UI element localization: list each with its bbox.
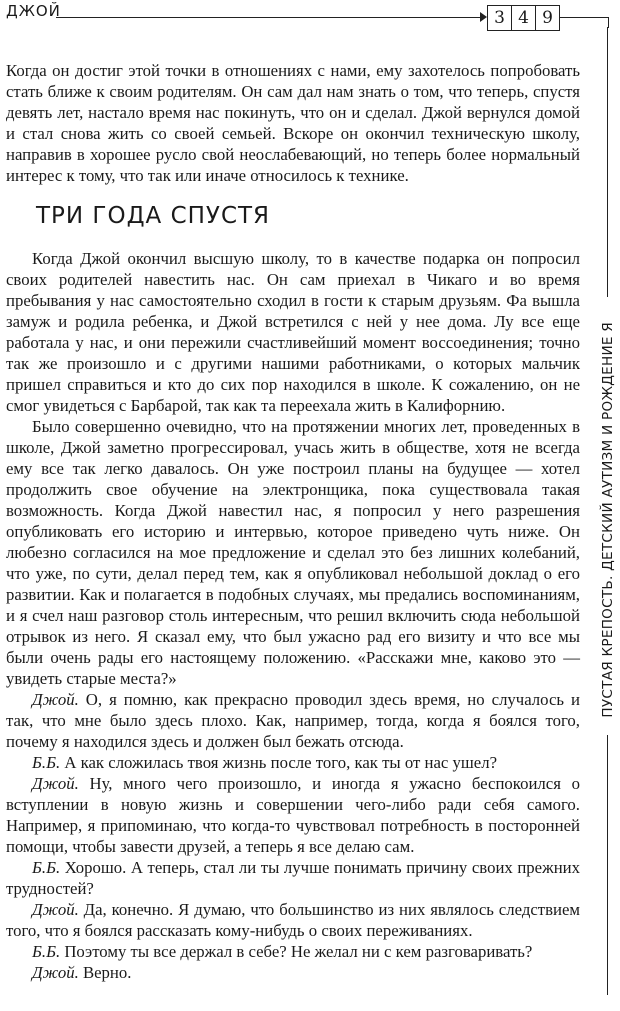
- dialogue-text: Хорошо. А теперь, стал ли ты лучше понимать причину своих прежних трудностей?: [6, 858, 580, 898]
- body-paragraph: Когда Джой окончил высшую школу, то в качестве подарка он попросил своих родителей навестить нас. Он сам приехал в Чикаго и во время пребывания у нас самостоятельно сходил в гости к старым друзьям. Фа вышла замуж и родила ребенка, и Джой встретился с ней у нее дома. Лу все еще работала у нас, и они пережили счастливейший момент воссоединения; точно так же произошло и с другими нашими работниками, о которых мальчик пришел справиться и кто до сих пор находился в школе. К сожалению, он не смог увидеться с Барбарой, так как та переехала жить в Калифорнию.: [6, 249, 580, 415]
- intro-paragraph: Когда он достиг этой точки в отношениях с нами, ему захотелось попробовать стать ближе к своим родителям. Он сам дал нам знать о том, что теперь, спустя девять лет, настало время нас покинуть, что он и сделал. Джой вернулся домой и стал снова жить со своей семьей. Вскоре он окончил техническую школу, направив в хорошее русло свой неослабевающий, но теперь более нормальный интерес к тому, что так или иначе относилось к технике.: [6, 61, 580, 185]
- page-number: [488, 5, 560, 31]
- page-body: [6, 60, 580, 983]
- header-rule: [56, 17, 484, 18]
- speaker-label: Джой.: [32, 774, 79, 793]
- side-rule: [607, 27, 608, 297]
- dialogue-line: [6, 941, 580, 962]
- header-rule-corner: [582, 17, 609, 28]
- side-book-title: [594, 311, 620, 729]
- page-digit: 3: [487, 5, 512, 31]
- speaker-label: Б.Б.: [32, 753, 61, 772]
- side-book-title-text: ПУСТАЯ КРЕПОСТЬ. ДЕТСКИЙ АУТИЗМ И РОЖДЕНИЕ Я: [600, 322, 616, 718]
- dialogue-line: [6, 773, 580, 857]
- body-paragraph: Было совершенно очевидно, что на протяжении многих лет, проведенных в школе, Джой заметно прогрессировал, учась жить в обществе, хотя не всегда ему все так легко давалось. Он уже построил планы на будущее — хотел продолжить свое обучение на электронщика, пока существовала такая возможность. Когда Джой навестил нас, я попросил у него разрешения опубликовать его историю и интервью, которое приведено чуть ниже. Он любезно согласился на мое предложение и сделал это без лишних колебаний, что уже, по сути, делал перед тем, как я опубликовал небольшой доклад о его развитии. Как и полагается в подобных случаях, мы предались воспоминаниям, и я счел наш разговор столь интересным, что решил включить сюда небольшой отрывок из него. Я сказал ему, что был ужасно рад его визиту и что все мы были очень рады его настоящему положению. «Расскажи мне, каково это — увидеть старые места?»: [6, 417, 580, 688]
- dialogue-text: Да, конечно. Я думаю, что большинство из них являлось следствием того, что я боялся рассказать кому-нибудь о своих переживаниях.: [6, 900, 580, 940]
- dialogue-text: О, я помню, как прекрасно проводил здесь время, но случалось и так, что мне было здесь плохо. Как, например, тогда, когда я боялся того, почему я находился здесь и должен был бежать отсюда.: [6, 690, 581, 751]
- running-head-title: ДЖОЙ: [6, 2, 61, 20]
- speaker-label: Джой.: [32, 900, 79, 919]
- section-heading: ТРИ ГОДА СПУСТЯ: [36, 203, 271, 229]
- side-rule: [607, 735, 608, 995]
- page-digit: 4: [511, 5, 536, 31]
- header-arrow-icon: [480, 12, 487, 22]
- dialogue-text: А как сложилась твоя жизнь после того, как ты от нас ушел?: [64, 753, 498, 772]
- dialogue-line: [6, 962, 580, 983]
- speaker-label: Б.Б.: [32, 858, 61, 877]
- speaker-label: Джой.: [32, 690, 79, 709]
- speaker-label: Б.Б.: [32, 942, 61, 961]
- header-rule-right: [560, 17, 582, 18]
- dialogue-line: [6, 752, 580, 773]
- dialogue-line: [6, 689, 580, 752]
- speaker-label: Джой.: [32, 963, 79, 982]
- dialogue-text: Поэтому ты все держал в себе? Не желал ни с кем разговаривать?: [64, 942, 533, 961]
- page-digit: 9: [535, 5, 560, 31]
- dialogue-line: [6, 899, 580, 941]
- dialogue-text: Ну, много чего произошло, и иногда я ужасно беспокоился о вступлении в новую жизнь и совершении чего-либо ради себя самого. Например, я припоминаю, что когда-то чувствовал потребность в посторонней помощи, чтобы завести друзей, а теперь я все делаю сам.: [6, 774, 581, 856]
- dialogue-line: [6, 857, 580, 899]
- dialogue-text: Верно.: [82, 963, 132, 982]
